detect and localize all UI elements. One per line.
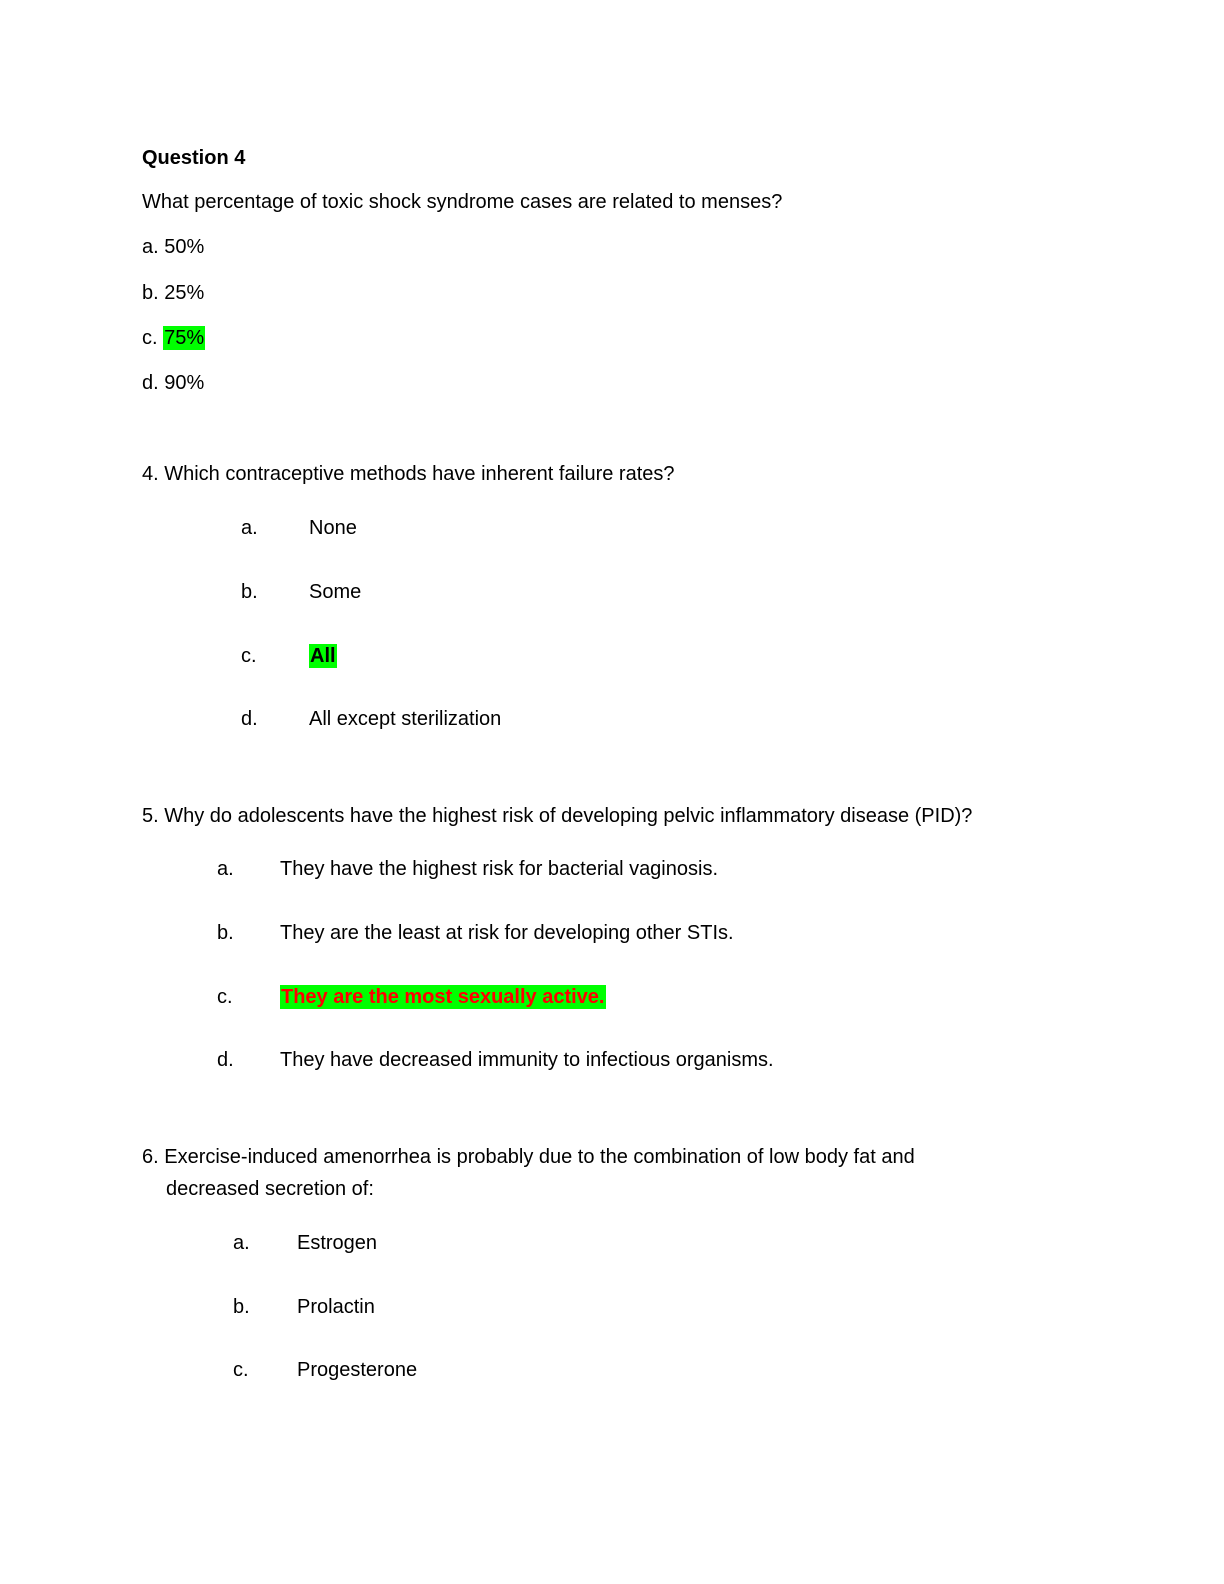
option-text: They are the least at risk for developing other STIs.	[280, 922, 734, 944]
question-heading: Question 4	[142, 147, 246, 169]
option-d	[142, 371, 204, 395]
option-a	[142, 235, 204, 259]
option-text: 90%	[164, 372, 205, 394]
option-text: 50%	[164, 236, 205, 258]
option-letter: d.	[241, 708, 258, 730]
option-letter: c.	[217, 986, 233, 1008]
option-text-highlighted: 75%	[164, 327, 205, 349]
option-text-correct	[309, 644, 337, 668]
option-letter: b.	[233, 1296, 250, 1318]
option-text: They have decreased immunity to infectious organisms.	[280, 1049, 774, 1071]
question-prompt-line-2: decreased secretion of:	[166, 1178, 374, 1200]
option-text-highlighted: All	[310, 645, 336, 667]
option-text: Progesterone	[297, 1359, 418, 1381]
question-prompt: 5. Why do adolescents have the highest risk of developing pelvic inflammatory disease (PID)?	[142, 805, 973, 827]
option-text: 25%	[164, 282, 205, 304]
option-text: Some	[309, 581, 362, 603]
option-letter: a.	[241, 517, 258, 539]
option-b	[142, 281, 204, 305]
option-letter: a.	[233, 1232, 250, 1254]
option-text: All except sterilization	[309, 708, 502, 730]
question-prompt-line-1: 6. Exercise-induced amenorrhea is probably due to the combination of low body fat and	[142, 1146, 915, 1168]
option-letter: d.	[217, 1049, 234, 1071]
option-letter: c.	[142, 327, 158, 349]
option-letter: d.	[142, 372, 159, 394]
option-text: They have the highest risk for bacterial vaginosis.	[280, 858, 718, 880]
option-letter: b.	[241, 581, 258, 603]
option-text: Estrogen	[297, 1232, 378, 1254]
question-prompt: What percentage of toxic shock syndrome cases are related to menses?	[142, 191, 783, 213]
option-letter: c.	[241, 645, 257, 667]
option-letter: a.	[142, 236, 159, 258]
option-text: None	[309, 517, 357, 539]
option-text-highlighted: They are the most sexually active.	[281, 986, 605, 1008]
option-text-correct	[280, 985, 606, 1009]
option-c-correct	[142, 326, 205, 350]
question-prompt: 4. Which contraceptive methods have inherent failure rates?	[142, 463, 675, 485]
option-letter: b.	[142, 282, 159, 304]
option-letter: a.	[217, 858, 234, 880]
option-text: Prolactin	[297, 1296, 375, 1318]
option-letter: b.	[217, 922, 234, 944]
option-letter: c.	[233, 1359, 249, 1381]
